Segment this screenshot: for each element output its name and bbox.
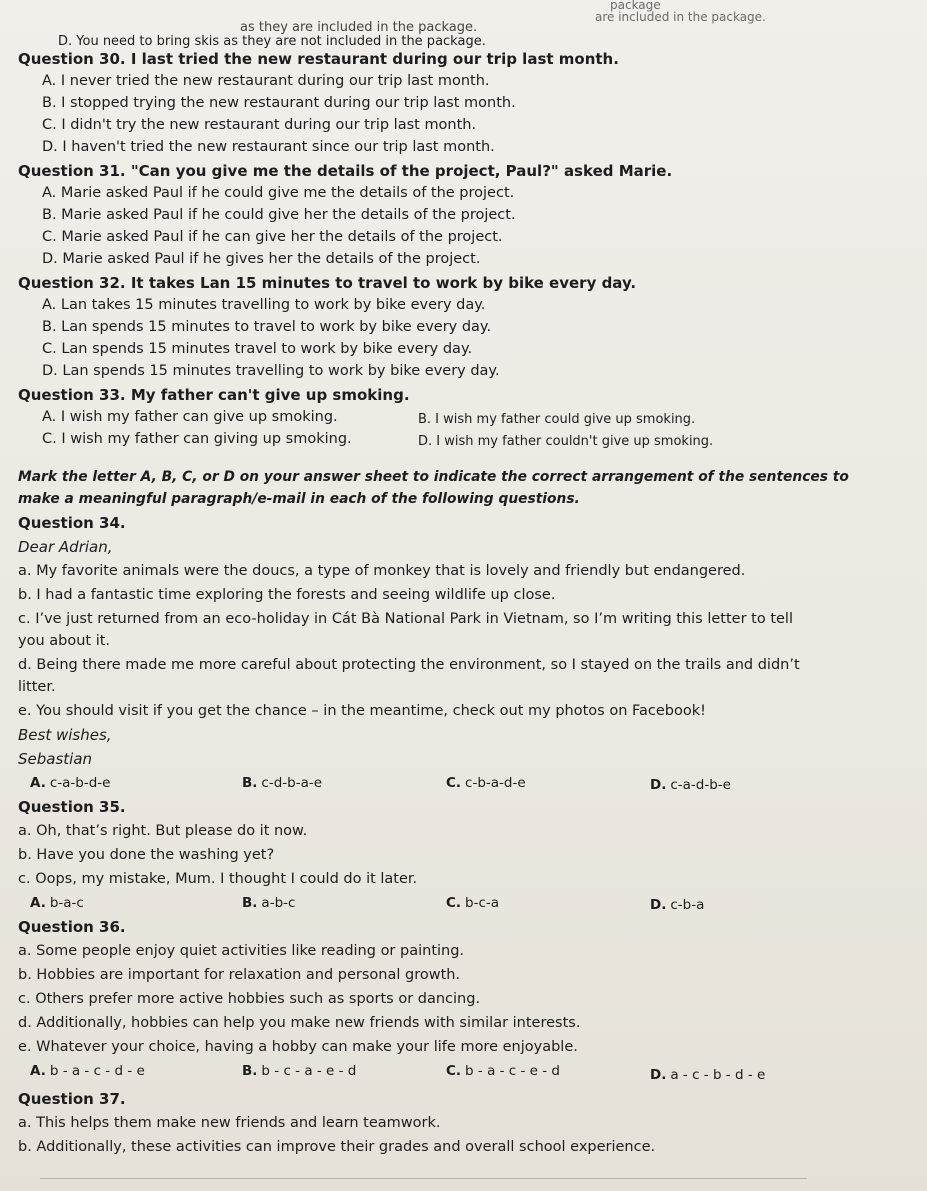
q35-option-a: A. b-a-c [30, 895, 84, 911]
q34-signature: Sebastian [18, 750, 93, 768]
q31-option-d: D. Marie asked Paul if he gives her the details of the project. [42, 251, 481, 267]
q34-greeting: Dear Adrian, [18, 538, 113, 556]
q34-sentence-b: b. I had a fantastic time exploring the forests and seeing wildlife up close. [18, 587, 556, 603]
q35-option-b: B. a-b-c [242, 895, 296, 911]
q33-option-c: C. I wish my father can giving up smoking. [42, 431, 352, 447]
q36-sentence-b: b. Hobbies are important for relaxation and personal growth. [18, 967, 461, 983]
q37-sentence-b: b. Additionally, these activities can improve their grades and overall school experience. [18, 1139, 656, 1155]
q32-option-c: C. Lan spends 15 minutes travel to work by bike every day. [42, 341, 473, 357]
q34-sentence-a: a. My favorite animals were the doucs, a type of monkey that is lovely and friendly but endangered. [18, 563, 746, 579]
q36-option-a: A. b - a - c - d - e [30, 1063, 145, 1079]
q33-option-a: A. I wish my father can give up smoking. [42, 409, 338, 425]
q36-sentence-c: c. Others prefer more active hobbies such as sports or dancing. [18, 991, 481, 1007]
q34-option-b: B. c-d-b-a-e [242, 775, 323, 791]
top-fragment-2: are included in the package. [595, 10, 766, 24]
q31-option-c: C. Marie asked Paul if he can give her the details of the project. [42, 229, 503, 245]
q36-label: Question 36. [18, 918, 126, 936]
q30-option-b: B. I stopped trying the new restaurant during our trip last month. [42, 95, 516, 111]
q34-sentence-c-line1: c. I’ve just returned from an eco-holiday in Cát Bà National Park in Vietnam, so I’m writing this letter to tell [18, 611, 793, 627]
q33-option-d: D. I wish my father couldn't give up smoking. [418, 434, 714, 449]
q35-sentence-b: b. Have you done the washing yet? [18, 847, 275, 863]
q37-sentence-a: a. This helps them make new friends and learn teamwork. [18, 1115, 441, 1131]
top-fragment-3: as they are included in the package. [240, 20, 478, 35]
q35-sentence-a: a. Oh, that’s right. But please do it now. [18, 823, 308, 839]
q35-option-d: D. c-b-a [650, 897, 705, 913]
q35-sentence-c: c. Oops, my mistake, Mum. I thought I could do it later. [18, 871, 418, 887]
q32-option-b: B. Lan spends 15 minutes to travel to work by bike every day. [42, 319, 492, 335]
q35-label: Question 35. [18, 798, 126, 816]
q32-option-a: A. Lan takes 15 minutes travelling to work by bike every day. [42, 297, 486, 313]
q33-stem: Question 33. My father can't give up smoking. [18, 386, 410, 404]
q37-label: Question 37. [18, 1090, 126, 1108]
q34-sentence-d-line1: d. Being there made me more careful about protecting the environment, so I stayed on the trails and didn’t [18, 657, 800, 673]
q34-option-a: A. c-a-b-d-e [30, 775, 111, 791]
q31-option-a: A. Marie asked Paul if he could give me the details of the project. [42, 185, 515, 201]
q32-stem: Question 32. It takes Lan 15 minutes to travel to work by bike every day. [18, 274, 637, 292]
top-fragment-1: package [610, 0, 661, 12]
instruction-line-1: Mark the letter A, B, C, or D on your answer sheet to indicate the correct arrangement of the sentences to [18, 469, 849, 485]
q34-sentence-d-line2: litter. [18, 679, 56, 695]
q34-option-d: D. c-a-d-b-e [650, 777, 731, 793]
q31-option-b: B. Marie asked Paul if he could give her the details of the project. [42, 207, 516, 223]
q34-option-c: C. c-b-a-d-e [446, 775, 526, 791]
q32-option-d: D. Lan spends 15 minutes travelling to work by bike every day. [42, 363, 500, 379]
q30-option-c: C. I didn't try the new restaurant during our trip last month. [42, 117, 477, 133]
q36-option-b: B. b - c - a - e - d [242, 1063, 357, 1079]
q34-label: Question 34. [18, 514, 126, 532]
q29-option-d: D. You need to bring skis as they are not included in the package. [58, 34, 486, 49]
instruction-line-2: make a meaningful paragraph/e-mail in each of the following questions. [18, 491, 580, 507]
q33-option-b: B. I wish my father could give up smoking. [418, 412, 696, 427]
q36-option-c: C. b - a - c - e - d [446, 1063, 561, 1079]
q30-option-d: D. I haven't tried the new restaurant since our trip last month. [42, 139, 495, 155]
q36-sentence-d: d. Additionally, hobbies can help you make new friends with similar interests. [18, 1015, 581, 1031]
q34-closing: Best wishes, [18, 726, 112, 744]
q36-option-d: D. a - c - b - d - e [650, 1067, 766, 1083]
q36-sentence-e: e. Whatever your choice, having a hobby can make your life more enjoyable. [18, 1039, 578, 1055]
page-bottom-rule [40, 1178, 807, 1179]
q30-stem: Question 30. I last tried the new restaurant during our trip last month. [18, 50, 619, 68]
q35-option-c: C. b-c-a [446, 895, 500, 911]
q34-sentence-e: e. You should visit if you get the chance – in the meantime, check out my photos on Facebook! [18, 703, 706, 719]
q31-stem: Question 31. "Can you give me the details of the project, Paul?" asked Marie. [18, 162, 673, 180]
q36-sentence-a: a. Some people enjoy quiet activities like reading or painting. [18, 943, 465, 959]
q30-option-a: A. I never tried the new restaurant during our trip last month. [42, 73, 490, 89]
q34-sentence-c-line2: you about it. [18, 633, 111, 649]
